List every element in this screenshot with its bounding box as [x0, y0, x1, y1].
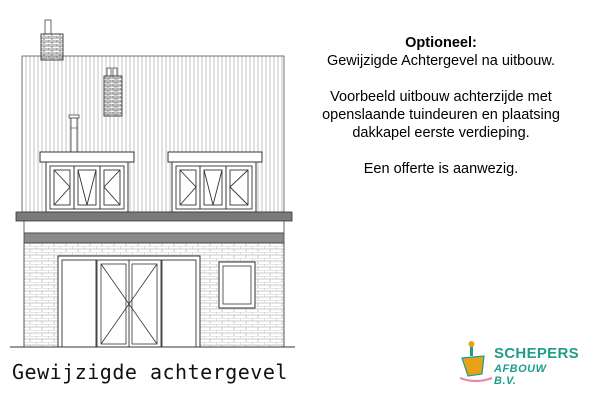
- garden-doors: [58, 256, 200, 347]
- dormer-left: [40, 152, 134, 212]
- logo-subtitle: AFBOUW B.V.: [494, 363, 547, 387]
- description-line-4: dakkapel eerste verdieping.: [352, 125, 530, 141]
- trowel-icon: [458, 340, 494, 386]
- description-heading: Optioneel:: [405, 35, 477, 51]
- company-logo: [458, 340, 579, 387]
- dormer-right: [168, 152, 262, 212]
- description-line-3: openslaande tuindeuren en plaatsing: [322, 107, 560, 123]
- chimney-left: [41, 20, 63, 60]
- logo-name: SCHEPERS: [494, 345, 579, 362]
- description-line-2: Voorbeeld uitbouw achterzijde met: [330, 89, 552, 105]
- description-line-5: Een offerte is aanwezig.: [363, 161, 519, 177]
- description-block: [300, 34, 582, 178]
- extension-window: [219, 262, 255, 308]
- description-line-1: Gewijzigde Achtergevel na uitbouw.: [326, 53, 556, 69]
- gutter: [16, 212, 292, 221]
- facade-drawing: [0, 0, 300, 360]
- drawing-title: Gewijzigde achtergevel: [12, 360, 288, 384]
